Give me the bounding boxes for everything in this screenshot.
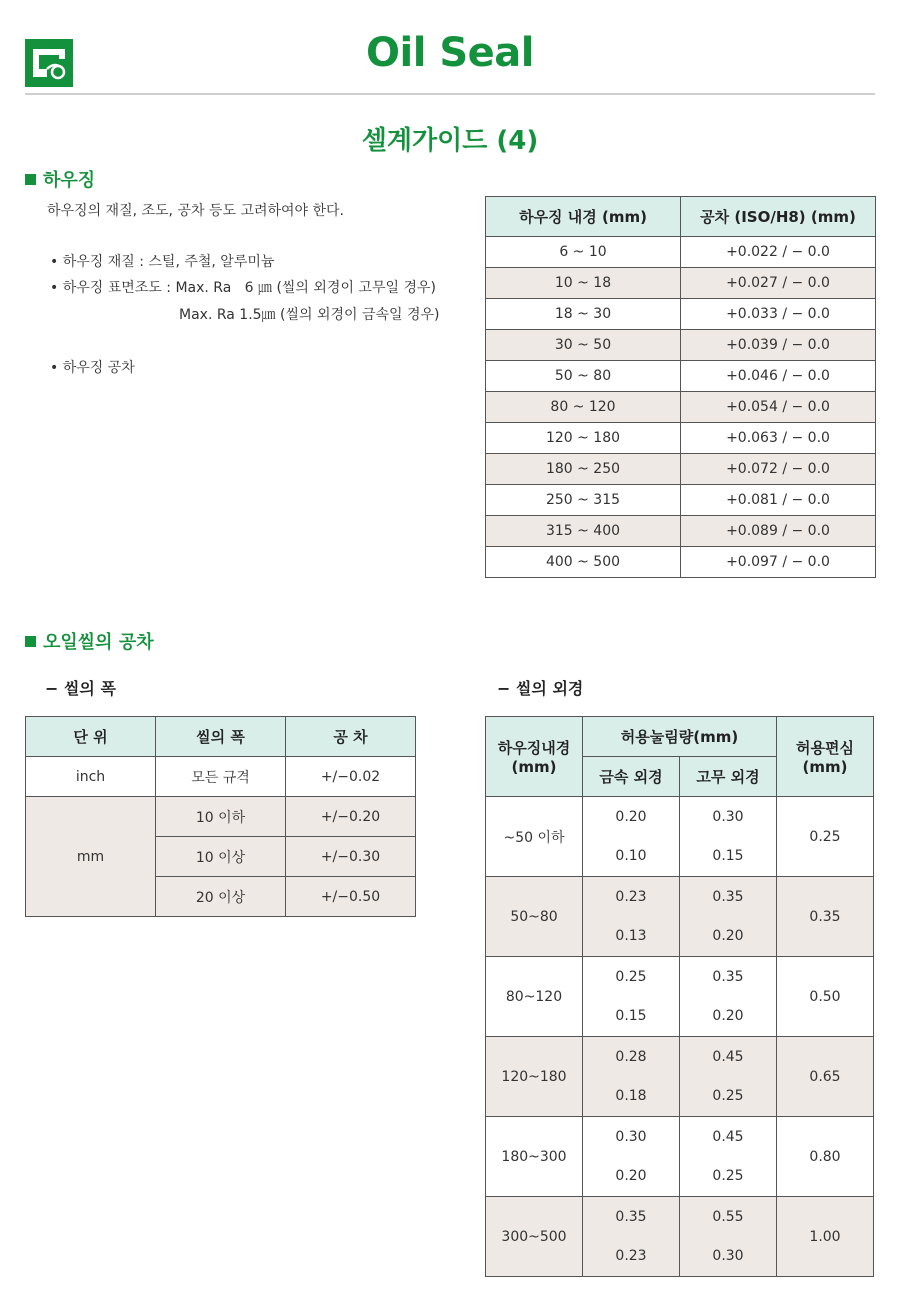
table-row	[486, 237, 876, 268]
eccentric-cell: 0.65	[777, 1037, 874, 1117]
housing-intro: 하우징의 재질, 조도, 공차 등도 고려하여야 한다.	[47, 203, 345, 219]
bore-range-cell: 120 ~ 180	[486, 423, 681, 454]
rubber-interference-cell	[680, 797, 777, 877]
table-header: 씰의 폭	[156, 717, 286, 757]
table-row	[486, 1197, 874, 1277]
table-row	[486, 797, 874, 877]
metal-value: 0.30	[615, 1129, 647, 1145]
header-divider	[25, 93, 875, 95]
rubber-value: 0.25	[712, 1168, 744, 1184]
table-row	[486, 361, 876, 392]
width-cell: 10 이하	[156, 797, 286, 837]
unit-cell: inch	[26, 757, 156, 797]
metal-interference-cell	[583, 1117, 680, 1197]
table-row	[486, 516, 876, 547]
rubber-value: 0.15	[712, 848, 744, 864]
eccentric-cell: 0.25	[777, 797, 874, 877]
tolerance-cell: +/−0.30	[286, 837, 416, 877]
rubber-interference-cell	[680, 877, 777, 957]
table-row	[486, 268, 876, 299]
metal-interference-cell	[583, 797, 680, 877]
bore-range-cell: 6 ~ 10	[486, 237, 681, 268]
table-row	[486, 957, 874, 1037]
bore-range-cell: 250 ~ 315	[486, 485, 681, 516]
bore-range-cell: 80~120	[486, 957, 583, 1037]
table-row	[486, 1117, 874, 1197]
metal-value: 0.15	[615, 1008, 647, 1024]
tolerance-cell: +/−0.02	[286, 757, 416, 797]
table-header: 허용눌림량(mm)	[583, 717, 777, 757]
rubber-interference-cell	[680, 1197, 777, 1277]
metal-value: 0.18	[615, 1088, 647, 1104]
table-row	[486, 392, 876, 423]
tolerance-cell: +0.097 / − 0.0	[681, 547, 876, 578]
bore-range-cell: 180 ~ 250	[486, 454, 681, 485]
section-title-seal-tolerance	[25, 628, 154, 654]
table-header: 허용편심 (mm)	[777, 717, 874, 797]
section-title-housing-label: 하우징	[43, 170, 96, 191]
rubber-value: 0.55	[712, 1209, 744, 1225]
tolerance-cell: +0.089 / − 0.0	[681, 516, 876, 547]
table-header: 하우징내경 (mm)	[486, 717, 583, 797]
table-header: 공차 (ISO/H8) (mm)	[681, 197, 876, 237]
housing-roughness-1: • 하우징 표면조도 : Max. Ra 6 ㎛ (씰의 외경이 고무일 경우)	[50, 280, 436, 296]
tolerance-cell: +0.063 / − 0.0	[681, 423, 876, 454]
tolerance-cell: +0.039 / − 0.0	[681, 330, 876, 361]
table-row	[486, 299, 876, 330]
metal-value: 0.13	[615, 928, 647, 944]
tolerance-cell: +0.033 / − 0.0	[681, 299, 876, 330]
tolerance-cell: +/−0.50	[286, 877, 416, 917]
bore-range-cell: ~50 이하	[486, 797, 583, 877]
rubber-value: 0.30	[712, 809, 744, 825]
tolerance-cell: +0.027 / − 0.0	[681, 268, 876, 299]
metal-value: 0.20	[615, 1168, 647, 1184]
width-cell: 20 이상	[156, 877, 286, 917]
rubber-value: 0.45	[712, 1049, 744, 1065]
table-row	[486, 423, 876, 454]
eccentric-cell: 1.00	[777, 1197, 874, 1277]
bore-range-cell: 50 ~ 80	[486, 361, 681, 392]
table-header: 단 위	[26, 717, 156, 757]
rubber-interference-cell	[680, 957, 777, 1037]
metal-value: 0.10	[615, 848, 647, 864]
seal-outer-heading: − 씰의 외경	[497, 679, 584, 698]
square-bullet-icon	[25, 174, 36, 185]
seal-width-table	[25, 716, 416, 917]
housing-material: • 하우징 재질 : 스틸, 주철, 알루미늄	[50, 254, 275, 270]
tolerance-cell: +0.072 / − 0.0	[681, 454, 876, 485]
rubber-value: 0.20	[712, 1008, 744, 1024]
table-row	[486, 485, 876, 516]
rubber-value: 0.25	[712, 1088, 744, 1104]
housing-tolerance-table	[485, 196, 876, 578]
bore-range-cell: 50~80	[486, 877, 583, 957]
table-row	[26, 797, 416, 837]
housing-roughness-2: Max. Ra 1.5㎛ (씰의 외경이 금속일 경우)	[179, 307, 440, 323]
bore-range-cell: 400 ~ 500	[486, 547, 681, 578]
bore-range-cell: 120~180	[486, 1037, 583, 1117]
table-row	[26, 757, 416, 797]
table-row	[486, 1037, 874, 1117]
bore-range-cell: 300~500	[486, 1197, 583, 1277]
rubber-value: 0.35	[712, 889, 744, 905]
eccentric-cell: 0.35	[777, 877, 874, 957]
table-header: 금속 외경	[583, 757, 680, 797]
seal-outer-table	[485, 716, 874, 1277]
tolerance-cell: +0.046 / − 0.0	[681, 361, 876, 392]
seal-width-heading: − 씰의 폭	[45, 679, 116, 698]
rubber-value: 0.30	[712, 1248, 744, 1264]
table-header: 공 차	[286, 717, 416, 757]
page-title: Oil Seal	[366, 30, 534, 76]
rubber-interference-cell	[680, 1117, 777, 1197]
metal-interference-cell	[583, 1037, 680, 1117]
rubber-value: 0.20	[712, 928, 744, 944]
width-cell: 모든 규격	[156, 757, 286, 797]
section-title-seal-tolerance-label: 오일씰의 공차	[43, 632, 154, 653]
unit-cell: mm	[26, 797, 156, 917]
metal-value: 0.35	[615, 1209, 647, 1225]
eccentric-cell: 0.80	[777, 1117, 874, 1197]
rubber-value: 0.35	[712, 969, 744, 985]
metal-value: 0.28	[615, 1049, 647, 1065]
table-header: 하우징 내경 (mm)	[486, 197, 681, 237]
bore-range-cell: 80 ~ 120	[486, 392, 681, 423]
table-row	[486, 330, 876, 361]
tolerance-cell: +0.081 / − 0.0	[681, 485, 876, 516]
table-header: 고무 외경	[680, 757, 777, 797]
metal-value: 0.25	[615, 969, 647, 985]
metal-value: 0.23	[615, 889, 647, 905]
tolerance-cell: +0.054 / − 0.0	[681, 392, 876, 423]
rubber-value: 0.45	[712, 1129, 744, 1145]
bore-range-cell: 315 ~ 400	[486, 516, 681, 547]
metal-value: 0.23	[615, 1248, 647, 1264]
bore-range-cell: 18 ~ 30	[486, 299, 681, 330]
metal-interference-cell	[583, 957, 680, 1037]
eccentric-cell: 0.50	[777, 957, 874, 1037]
bore-range-cell: 180~300	[486, 1117, 583, 1197]
metal-interference-cell	[583, 1197, 680, 1277]
section-title-housing	[25, 166, 95, 192]
table-row	[486, 454, 876, 485]
bore-range-cell: 10 ~ 18	[486, 268, 681, 299]
tolerance-cell: +/−0.20	[286, 797, 416, 837]
square-bullet-icon	[25, 636, 36, 647]
page-subtitle: 셀계가이드 (4)	[361, 126, 539, 156]
width-cell: 10 이상	[156, 837, 286, 877]
housing-tolerance-label: • 하우징 공차	[50, 360, 135, 376]
bore-range-cell: 30 ~ 50	[486, 330, 681, 361]
table-row	[486, 547, 876, 578]
metal-interference-cell	[583, 877, 680, 957]
rubber-interference-cell	[680, 1037, 777, 1117]
table-row	[486, 877, 874, 957]
tolerance-cell: +0.022 / − 0.0	[681, 237, 876, 268]
metal-value: 0.20	[615, 809, 647, 825]
